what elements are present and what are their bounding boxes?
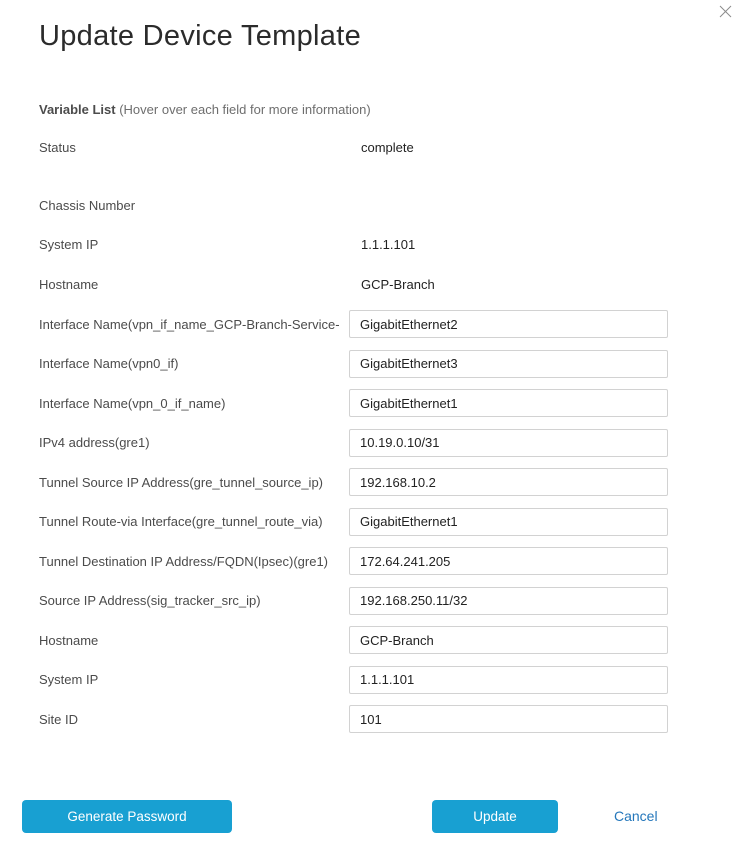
form-row (39, 468, 668, 496)
field-input[interactable] (349, 547, 668, 575)
field-input[interactable] (349, 508, 668, 536)
form-row (39, 350, 668, 378)
form-row (39, 508, 668, 536)
field-label: Hostname (39, 277, 99, 292)
field-input[interactable] (349, 666, 668, 694)
field-label: Interface Name(vpn_if_name_GCP-Branch-Service- (39, 316, 340, 332)
form-row (39, 429, 668, 457)
field-input[interactable] (349, 587, 668, 615)
dialog-footer (0, 800, 752, 834)
field-value: 1.1.1.101 (361, 237, 416, 252)
field-label: Status (39, 140, 76, 155)
field-label: Chassis Number (39, 198, 136, 213)
form-row (39, 198, 668, 214)
field-label: Site ID (39, 711, 79, 727)
field-input[interactable] (349, 429, 668, 457)
field-input[interactable] (349, 310, 668, 338)
form-row (39, 140, 668, 156)
form-row (39, 705, 668, 733)
field-input[interactable] (349, 350, 668, 378)
field-label: Hostname (39, 632, 99, 648)
close-icon-glyph (719, 5, 732, 18)
field-label: Interface Name(vpn_0_if_name) (39, 395, 226, 411)
field-input[interactable] (349, 626, 668, 654)
form-row (39, 547, 668, 575)
form-row (39, 587, 668, 615)
field-value: complete (361, 140, 414, 155)
field-label: Tunnel Destination IP Address/FQDN(Ipsec)(gre1) (39, 553, 329, 569)
form-row (39, 237, 668, 253)
field-label: Tunnel Source IP Address(gre_tunnel_source_ip) (39, 474, 324, 490)
field-label: Tunnel Route-via Interface(gre_tunnel_route_via) (39, 514, 323, 529)
field-label: System IP (39, 672, 99, 687)
close-icon[interactable] (717, 5, 733, 21)
page-title: Update Device Template (39, 20, 362, 52)
generate-password-button[interactable]: Generate Password (22, 800, 232, 833)
form-row (39, 389, 668, 417)
field-label: Source IP Address(sig_tracker_src_ip) (39, 593, 261, 608)
field-input[interactable] (349, 468, 668, 496)
variable-list-header (39, 102, 371, 117)
field-label: IPv4 address(gre1) (39, 435, 150, 450)
form-row (39, 310, 668, 338)
field-input[interactable] (349, 389, 668, 417)
field-value: GCP-Branch (361, 277, 435, 292)
form-row (39, 626, 668, 654)
cancel-button[interactable]: Cancel (614, 808, 658, 824)
form-row (39, 277, 668, 293)
field-input[interactable] (349, 705, 668, 733)
variable-list-hint: (Hover over each field for more information) (119, 102, 371, 117)
field-label: Interface Name(vpn0_if) (39, 356, 179, 371)
variable-rows (39, 140, 668, 745)
update-button[interactable]: Update (432, 800, 558, 833)
variable-list-title: Variable List (39, 102, 116, 117)
field-label: System IP (39, 237, 99, 252)
form-row (39, 666, 668, 694)
